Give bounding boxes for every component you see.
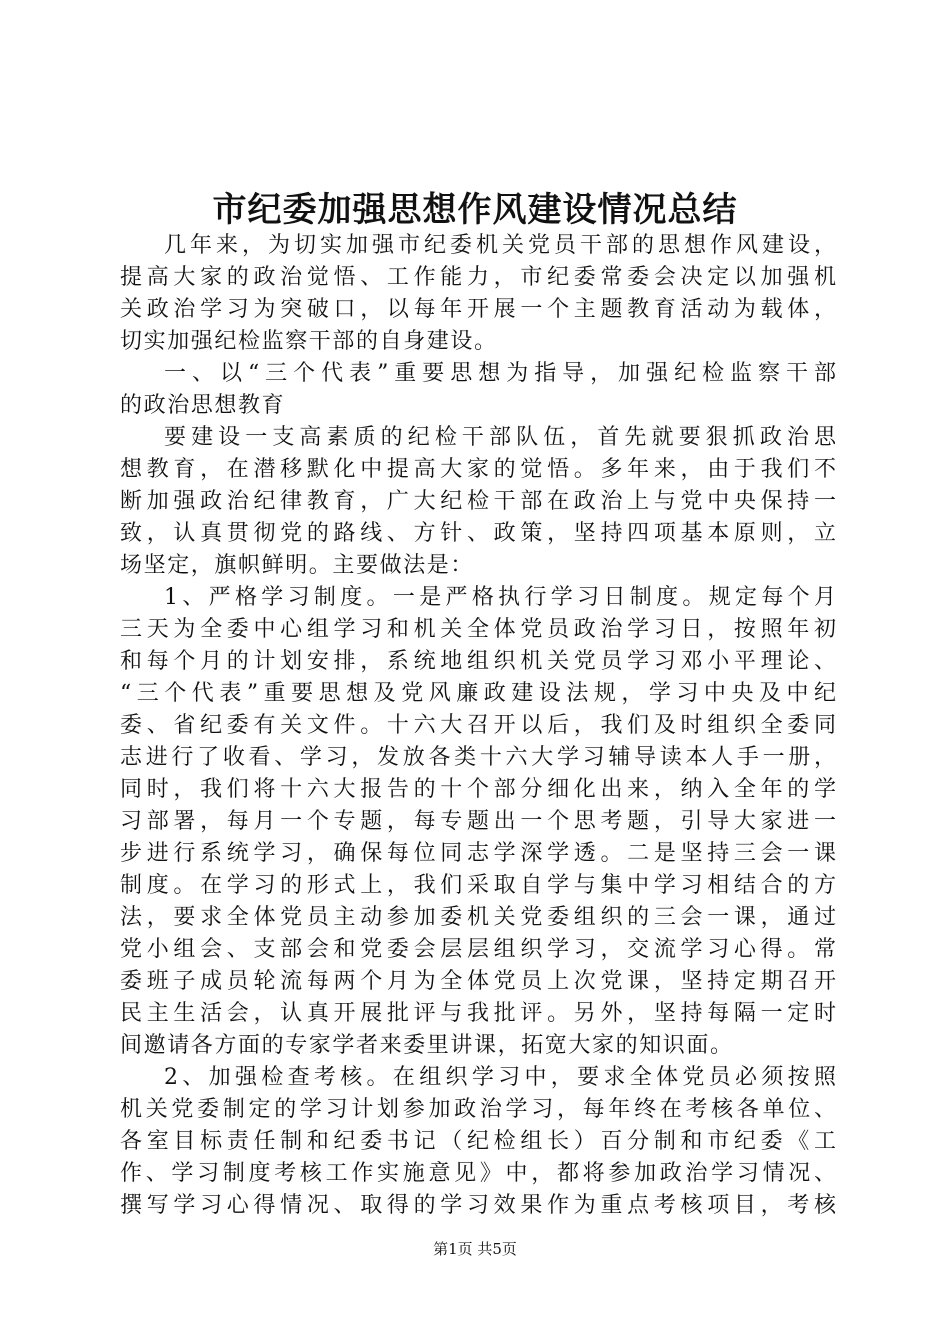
paragraph-line: 步进行系统学习，确保每位同志学深学透。二是坚持三会一课 — [120, 841, 836, 866]
paragraph-line: 1、严格学习制度。一是严格执行学习日制度。规定每个月 — [164, 585, 836, 610]
paragraph-line: 几年来，为切实加强市纪委机关党员干部的思想作风建设， — [164, 233, 836, 258]
paragraph-line: 志进行了收看、学习，发放各类十六大学习辅导读本人手一册， — [120, 745, 836, 770]
paragraph-line: 三天为全委中心组学习和机关全体党员政治学习日，按照年初 — [120, 617, 836, 642]
paragraph-line: 委班子成员轮流每两个月为全体党员上次党课，坚持定期召开 — [120, 969, 836, 994]
paragraph-line: 2、加强检查考核。在组织学习中，要求全体党员必须按照 — [164, 1065, 836, 1090]
paragraph-line: “三个代表”重要思想及党风廉政建设法规，学习中央及中纪 — [120, 681, 836, 706]
paragraph-line: 和每个月的计划安排，系统地组织机关党员学习邓小平理论、 — [120, 649, 836, 674]
paragraph-line: 民主生活会，认真开展批评与我批评。另外，坚持每隔一定时 — [120, 1001, 836, 1026]
paragraph-line: 机关党委制定的学习计划参加政治学习，每年终在考核各单位、 — [120, 1097, 836, 1122]
paragraph-line: 作、学习制度考核工作实施意见》中，都将参加政治学习情况、 — [120, 1161, 836, 1186]
paragraph-line: 提高大家的政治觉悟、工作能力，市纪委常委会决定以加强机 — [120, 265, 836, 290]
paragraph-line: 同时，我们将十六大报告的十个部分细化出来，纳入全年的学 — [120, 777, 836, 802]
paragraph-line: 委、省纪委有关文件。十六大召开以后，我们及时组织全委同 — [120, 713, 836, 738]
paragraph-line: 想教育，在潜移默化中提高大家的觉悟。多年来，由于我们不 — [120, 457, 836, 482]
section-heading-line: 一、以“三个代表”重要思想为指导，加强纪检监察干部 — [164, 361, 836, 386]
paragraph-line: 关政治学习为突破口，以每年开展一个主题教育活动为载体， — [120, 297, 836, 322]
paragraph-line: 法，要求全体党员主动参加委机关党委组织的三会一课，通过 — [120, 905, 836, 930]
paragraph-line: 致，认真贯彻党的路线、方针、政策，坚持四项基本原则，立 — [120, 521, 836, 546]
paragraph-line: 习部署，每月一个专题，每专题出一个思考题，引导大家进一 — [120, 809, 836, 834]
paragraph-line: 切实加强纪检监察干部的自身建设。 — [120, 329, 498, 354]
document-title: 市纪委加强思想作风建设情况总结 — [212, 190, 738, 230]
paragraph-line: 各室目标责任制和纪委书记（纪检组长）百分制和市纪委《工 — [120, 1129, 836, 1154]
paragraph-line: 制度。在学习的形式上，我们采取自学与集中学习相结合的方 — [120, 873, 836, 898]
paragraph-line: 党小组会、支部会和党委会层层组织学习，交流学习心得。常 — [120, 937, 836, 962]
paragraph-line: 场坚定，旗帜鲜明。主要做法是： — [120, 553, 475, 578]
section-heading-line: 的政治思想教育 — [120, 393, 286, 418]
document-body — [120, 230, 836, 1222]
paragraph-line: 撰写学习心得情况、取得的学习效果作为重点考核项目，考核 — [120, 1193, 836, 1218]
paragraph-line: 要建设一支高素质的纪检干部队伍，首先就要狠抓政治思 — [164, 425, 836, 450]
page-footer: 第1页 共5页 — [433, 1240, 517, 1258]
paragraph-line: 断加强政治纪律教育，广大纪检干部在政治上与党中央保持一 — [120, 489, 836, 514]
paragraph-line: 间邀请各方面的专家学者来委里讲课，拓宽大家的知识面。 — [120, 1033, 734, 1058]
